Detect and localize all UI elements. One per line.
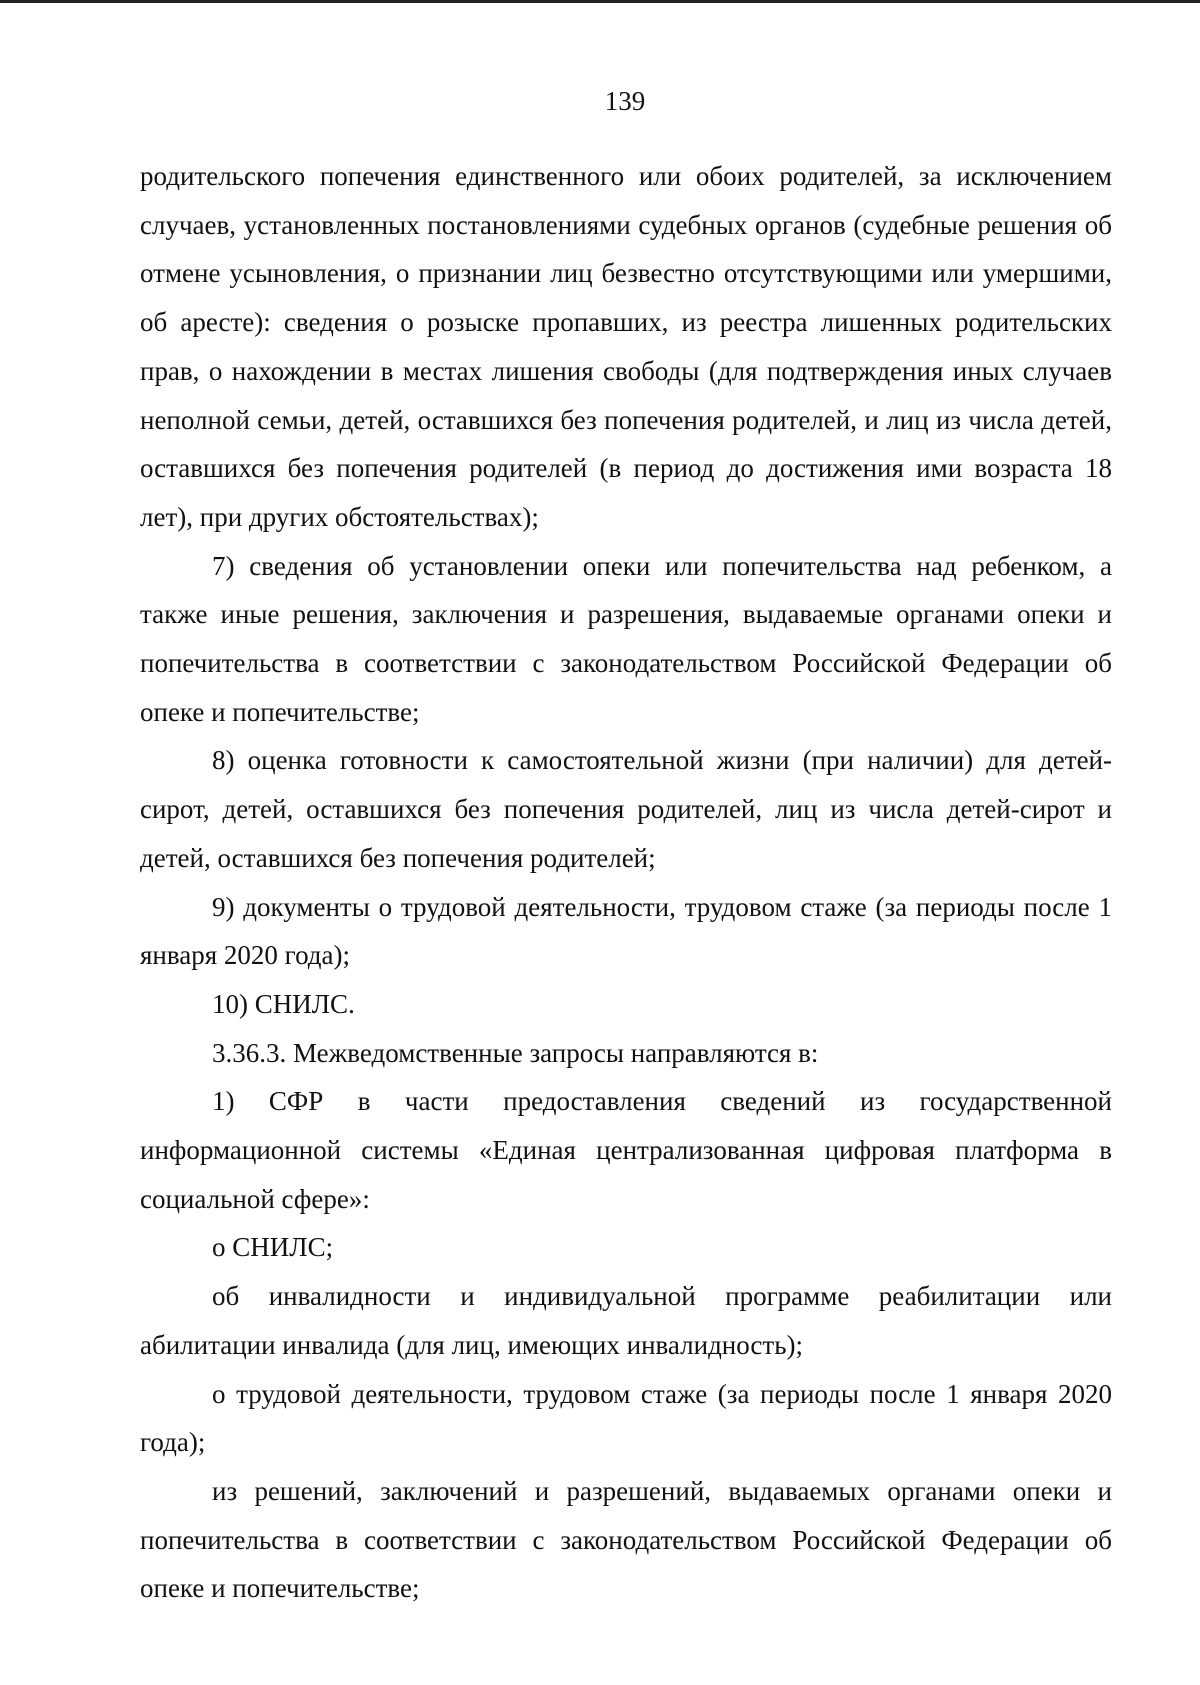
paragraph-item-7: 7) сведения об установлении опеки или попечительства над ребенком, а также иные решения, заключения и разрешения, выдаваемые органами опеки и попечительства в соответствии с законодательством Российской Федерации об опеке и попечительстве;	[140, 550, 1112, 727]
paragraph-item-9: 9) документы о трудовой деятельности, трудовом стаже (за периоды после 1 января 2020 года);	[140, 891, 1112, 971]
paragraph-work-experience: о трудовой деятельности, трудовом стаже (за периоды после 1 января 2020 года);	[140, 1378, 1112, 1458]
paragraph-continuation: родительского попечения единственного или обоих родителей, за исключением случаев, установленных постановлениями судебных органов (судебные решения об отмене усыновления, о признании лиц безвестно отсутствующими или умершими, об аресте): сведения о розыске пропавших, из реестра лишенных родительских прав, о нахождении в местах лишения свободы (для подтверждения иных случаев неполной семьи, детей, оставшихся без попечения родителей, и лиц из числа детей, оставшихся без попечения родителей (в период до достижения ими возраста 18 лет), при других обстоятельствах);	[140, 161, 1112, 532]
paragraph-disability: об инвалидности и индивидуальной программе реабилитации или абилитации инвалида (для лиц, имеющих инвалидность);	[140, 1281, 1112, 1360]
page-top-border	[0, 0, 1200, 3]
paragraph-sfr-request: 1) СФР в части предоставления сведений из государственной информационной системы «Единая централизованная цифровая платформа в социальной сфере»:	[140, 1086, 1112, 1214]
paragraph-item-8: 8) оценка готовности к самостоятельной жизни (при наличии) для детей-сирот, детей, оставшихся без попечения родителей, лиц из числа детей-сирот и детей, оставшихся без попечения родителей;	[140, 745, 1112, 873]
page-number: 139	[604, 86, 646, 116]
paragraph-guardianship-decisions: из решений, заключений и разрешений, выдаваемых органами опеки и попечительства в соответствии с законодательством Российской Федерации об опеке и попечительстве;	[140, 1475, 1112, 1604]
document-body	[140, 152, 1112, 1613]
paragraph-section-3-36-3: 3.36.3. Межведомственные запросы направляются в:	[212, 1037, 819, 1068]
paragraph-snils: о СНИЛС;	[212, 1232, 334, 1263]
paragraph-item-10: 10) СНИЛС.	[212, 988, 355, 1019]
